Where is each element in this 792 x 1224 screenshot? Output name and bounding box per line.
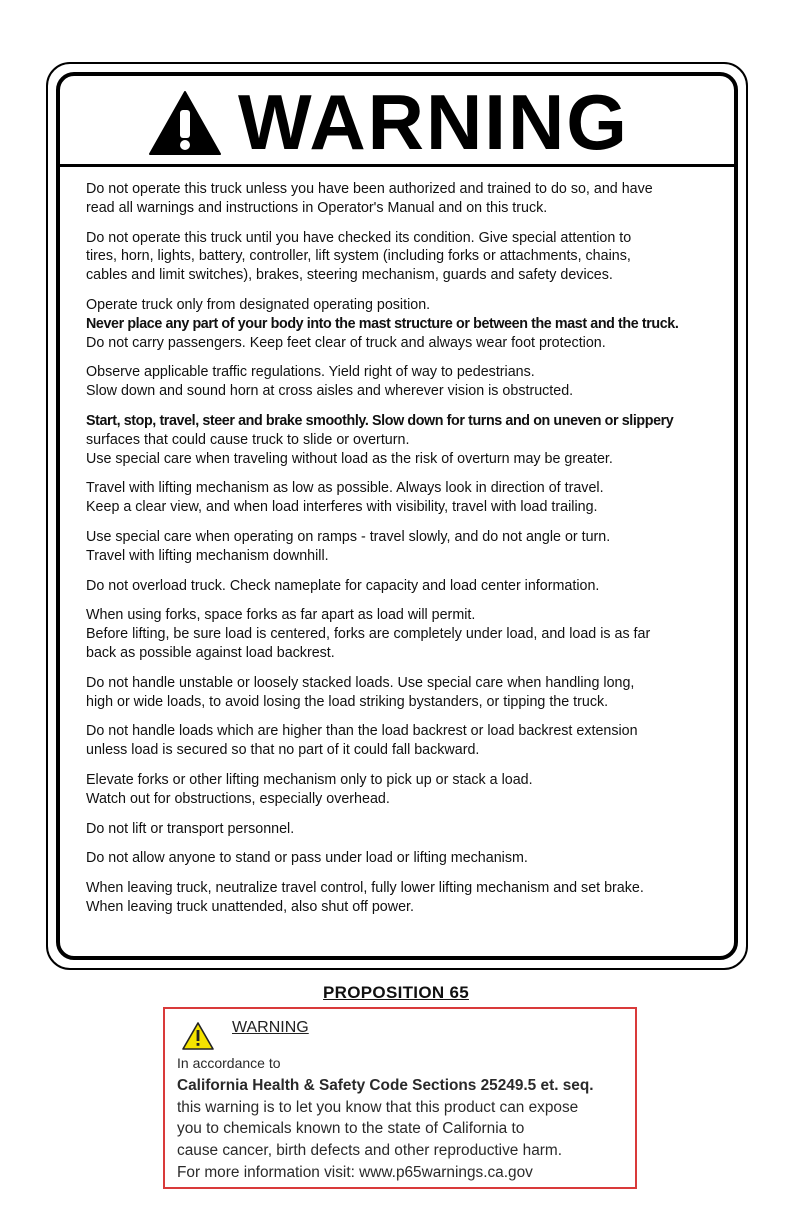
- warning-line: Travel with lifting mechanism as low as possible. Always look in direction of travel.: [86, 480, 604, 497]
- warning-line: read all warnings and instructions in Operator's Manual and on this truck.: [86, 199, 548, 216]
- warning-paragraph: [86, 879, 720, 917]
- prop65-warning-box: [163, 1007, 637, 1189]
- warning-line: tires, horn, lights, battery, controller, lift system (including forks or attachments, chains,: [86, 248, 631, 265]
- warning-line: Do not lift or transport personnel.: [86, 820, 295, 837]
- warning-paragraph: [86, 606, 720, 662]
- warning-line: When using forks, space forks as far apart as load will permit.: [86, 607, 476, 624]
- warning-line: surfaces that could cause truck to slide or overturn.: [86, 431, 410, 448]
- warning-line: When leaving truck, neutralize travel control, fully lower lifting mechanism and set brake.: [86, 880, 644, 897]
- warning-line: Do not handle unstable or loosely stacked loads. Use special care when handling long,: [86, 674, 635, 691]
- warning-line: Before lifting, be sure load is centered, forks are completely under load, and load is as far: [86, 626, 651, 643]
- warning-line: Do not carry passengers. Keep feet clear of truck and always wear foot protection.: [86, 334, 606, 351]
- warning-paragraph: [86, 479, 720, 517]
- warning-paragraph: [86, 771, 720, 809]
- prop65-text: [177, 1053, 629, 1184]
- warning-line: Use special care when operating on ramps - travel slowly, and do not angle or turn.: [86, 528, 611, 545]
- warning-line: Travel with lifting mechanism downhill.: [86, 547, 329, 564]
- warning-line: Start, stop, travel, steer and brake smoothly. Slow down for turns and on uneven or slippery: [86, 412, 674, 429]
- prop65-line: you to chemicals known to the state of California to: [177, 1120, 525, 1138]
- caution-triangle-icon: [181, 1021, 215, 1051]
- warning-line: Observe applicable traffic regulations. Yield right of way to pedestrians.: [86, 364, 535, 381]
- prop65-line: California Health & Safety Code Sections 25249.5 et. seq.: [177, 1076, 594, 1094]
- warning-paragraph: [86, 577, 720, 596]
- warning-triangle-icon: [148, 90, 222, 156]
- warning-paragraph: [86, 722, 720, 760]
- warning-line: Do not handle loads which are higher than the load backrest or load backrest extension: [86, 723, 638, 740]
- warning-line: Do not allow anyone to stand or pass under load or lifting mechanism.: [86, 850, 528, 867]
- warning-line: Elevate forks or other lifting mechanism only to pick up or stack a load.: [86, 771, 533, 788]
- warning-paragraph: [86, 849, 720, 868]
- warning-paragraph: [86, 412, 720, 468]
- warning-paragraph: [86, 674, 720, 712]
- prop65-warning-label: WARNING: [232, 1019, 309, 1036]
- prop65-heading: PROPOSITION 65: [323, 983, 469, 1002]
- warning-line: Slow down and sound horn at cross aisles and wherever vision is obstructed.: [86, 383, 574, 400]
- prop65-line: this warning is to let you know that this product can expose: [177, 1098, 579, 1116]
- warning-line: Do not operate this truck unless you have been authorized and trained to do so, and have: [86, 181, 653, 197]
- warning-line: back as possible against load backrest.: [86, 644, 335, 661]
- warning-title: WARNING: [238, 78, 629, 166]
- warning-header: [60, 76, 734, 167]
- warning-instructions: [86, 180, 720, 928]
- warning-line: Never place any part of your body into the mast structure or between the mast and the truck.: [86, 315, 679, 332]
- warning-paragraph: [86, 296, 720, 352]
- warning-line: Use special care when traveling without load as the risk of overturn may be greater.: [86, 450, 613, 467]
- warning-paragraph: [86, 528, 720, 566]
- prop65-line: For more information visit: www.p65warnings.ca.gov: [177, 1163, 533, 1181]
- warning-line: Do not operate this truck until you have checked its condition. Give special attention to: [86, 229, 632, 246]
- warning-line: high or wide loads, to avoid losing the load striking bystanders, or tipping the truck.: [86, 693, 609, 710]
- warning-paragraph: [86, 363, 720, 401]
- prop65-line: cause cancer, birth defects and other reproductive harm.: [177, 1142, 562, 1160]
- warning-line: cables and limit switches), brakes, steering mechanism, guards and safety devices.: [86, 267, 613, 284]
- warning-line: Watch out for obstructions, especially overhead.: [86, 790, 390, 807]
- warning-line: When leaving truck unattended, also shut off power.: [86, 898, 414, 915]
- warning-line: Keep a clear view, and when load interferes with visibility, travel with load trailing.: [86, 499, 598, 516]
- warning-sign-frame: [56, 72, 738, 960]
- warning-line: unless load is secured so that no part of it could fall backward.: [86, 742, 480, 759]
- warning-paragraph: [86, 820, 720, 839]
- warning-line: Operate truck only from designated operating position.: [86, 296, 431, 313]
- warning-sign: [46, 62, 748, 970]
- prop65-line: In accordance to: [177, 1055, 281, 1071]
- warning-line: Do not overload truck. Check nameplate for capacity and load center information.: [86, 577, 600, 594]
- warning-paragraph: [86, 229, 720, 285]
- warning-paragraph: [86, 180, 720, 218]
